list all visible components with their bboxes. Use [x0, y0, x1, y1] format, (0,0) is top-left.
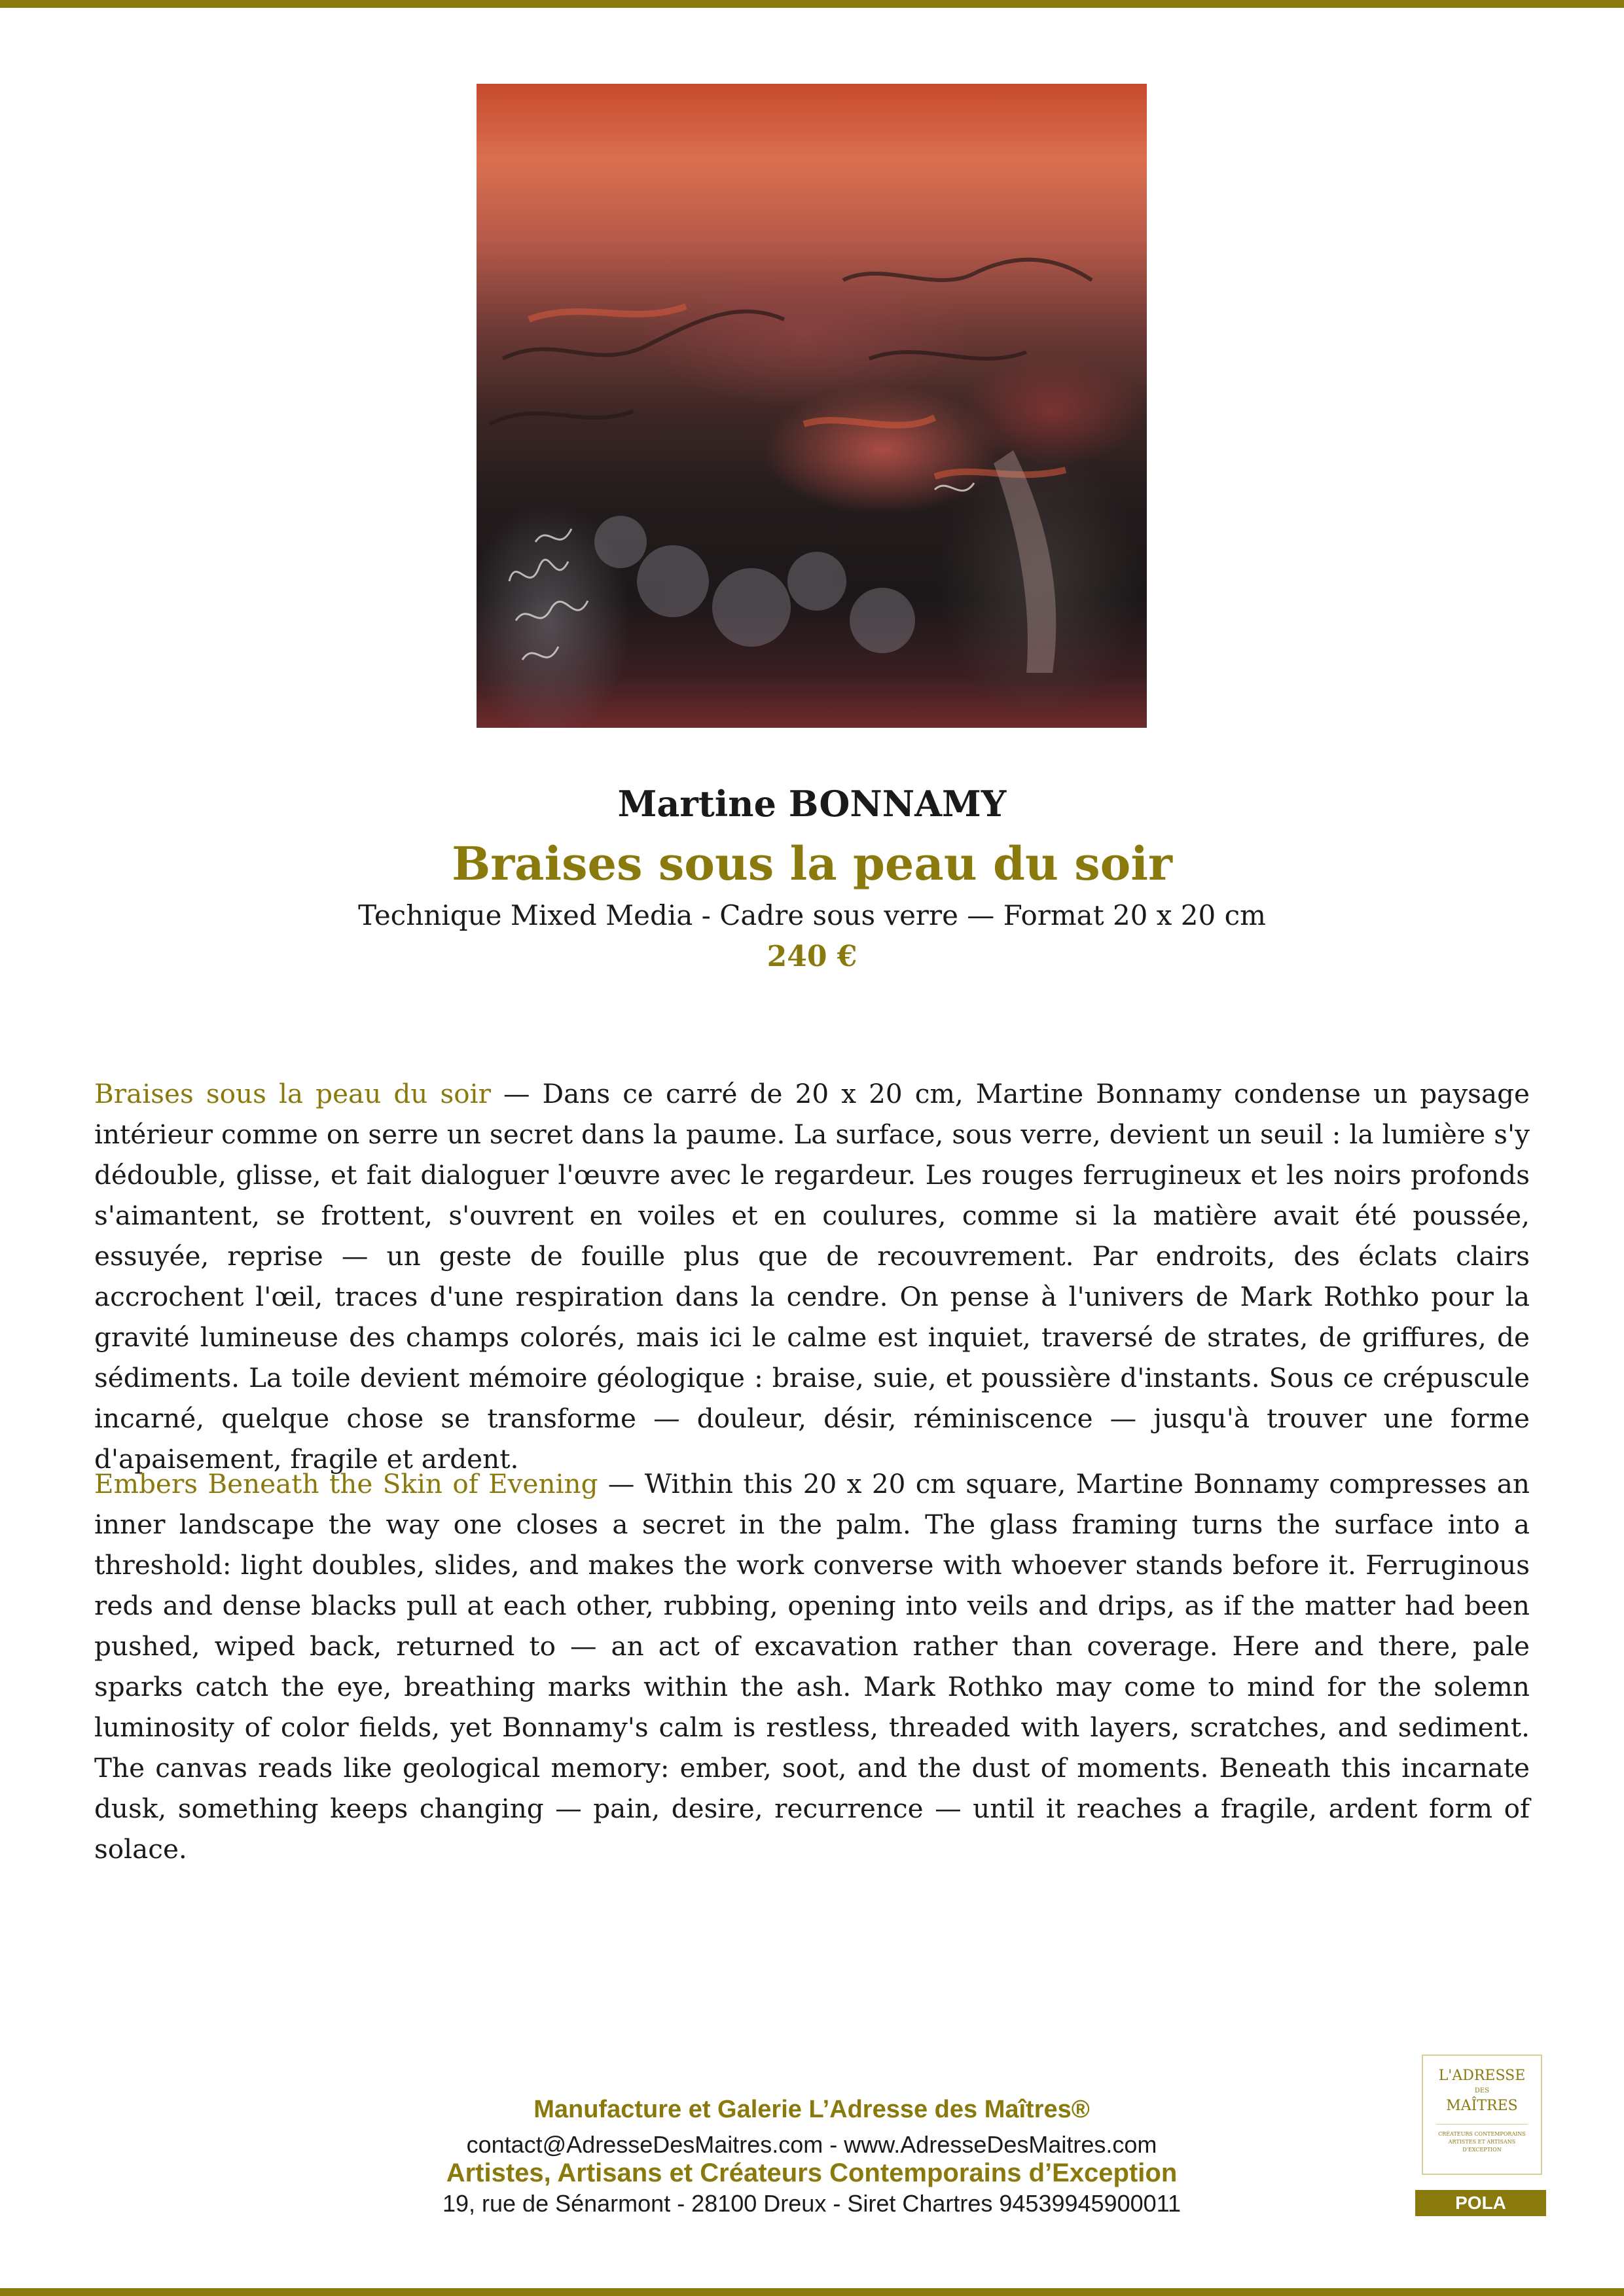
- artwork-texture: [477, 84, 1147, 728]
- artwork-title: Braises sous la peau du soir: [452, 836, 1172, 891]
- footer-contact: contact@AdresseDesMaitres.com - www.AdresseDesMaitres.com: [466, 2131, 1157, 2158]
- pola-badge: POLA: [1415, 2190, 1546, 2216]
- artist-name: Martine BONNAMY: [617, 783, 1007, 825]
- description-english: [94, 1463, 1530, 1869]
- footer-address: 19, rue de Sénarmont - 28100 Dreux - Siret Chartres 94539945900011: [442, 2190, 1182, 2217]
- artwork-price: 240 €: [767, 940, 857, 973]
- description-english-text: — Within this 20 x 20 cm square, Martine Bonnamy compresses an inner landscape the way one closes a secret in the palm. The glass framing turns the surface into a threshold: light doubles, slides, and makes the work converse with whoever stands before it. Ferruginous reds and dense blacks pull at each other, rubbing, opening into veils and drips, as if the matter had been pushed, wiped back, returned to — an act of excavation rather than coverage. Here and there, pale sparks catch the eye, breathing marks within the ash. Mark Rothko may come to mind for the solemn luminosity of color fields, yet Bonnamy's calm is restless, threaded with layers, scratches, and sediment. The canvas reads like geological memory: ember, soot, and the dust of moments. Beneath this incarnate dusk, something keeps changing — pain, desire, recurrence — until it reaches a fragile, ardent form of solace.: [94, 1468, 1530, 1865]
- logo-line-3: MAÎTRES: [1446, 2098, 1518, 2114]
- description-english-lead: Embers Beneath the Skin of Evening: [94, 1468, 598, 1499]
- bottom-rule: [0, 2288, 1624, 2296]
- description-french-text: — Dans ce carré de 20 x 20 cm, Martine Bonnamy condense un paysage intérieur comme on serre un secret dans la paume. La surface, sous verre, devient un seuil : la lumière s'y dédouble, glisse, et fait dialoguer l'œuvre avec le regardeur. Les rouges ferrugineux et les noirs profonds s'aimantent, se frottent, s'ouvrent en voiles et en coulures, comme si la matière avait été poussée, essuyée, reprise — un geste de fouille plus que de recouvrement. Par endroits, des éclats clairs accrochent l'œil, traces d'une respiration dans la cendre. On pense à l'univers de Mark Rothko pour la gravité lumineuse des champs colorés, mais ici le calme est inquiet, traversé de strates, de griffures, de sédiments. La toile devient mémoire géologique : braise, suie, et poussière d'instants. Sous ce crépuscule incarné, quelque chose se transforme — douleur, désir, réminiscence — jusqu'à trouver une forme d'apaisement, fragile et ardent.: [94, 1078, 1530, 1475]
- top-rule: [0, 0, 1624, 8]
- artwork-image: [477, 84, 1147, 728]
- logo-line-2: DES: [1474, 2087, 1490, 2094]
- logo-subline: CRÉATEURS CONTEMPORAINS ARTISTES ET ARTISANS D'EXCEPTION: [1438, 2131, 1526, 2153]
- footer-tagline: Artistes, Artisans et Créateurs Contemporains d’Exception: [446, 2159, 1178, 2187]
- footer-gallery-name: Manufacture et Galerie L’Adresse des Maîtres®: [533, 2096, 1090, 2123]
- description-french-lead: Braises sous la peau du soir: [94, 1078, 491, 1109]
- artwork-technique: Technique Mixed Media - Cadre sous verre — Format 20 x 20 cm: [358, 899, 1266, 931]
- logo-divider: [1436, 2124, 1528, 2125]
- logo-line-1: L'ADRESSE: [1438, 2068, 1526, 2084]
- description-french: [94, 1073, 1530, 1479]
- gallery-logo: [1422, 2054, 1542, 2175]
